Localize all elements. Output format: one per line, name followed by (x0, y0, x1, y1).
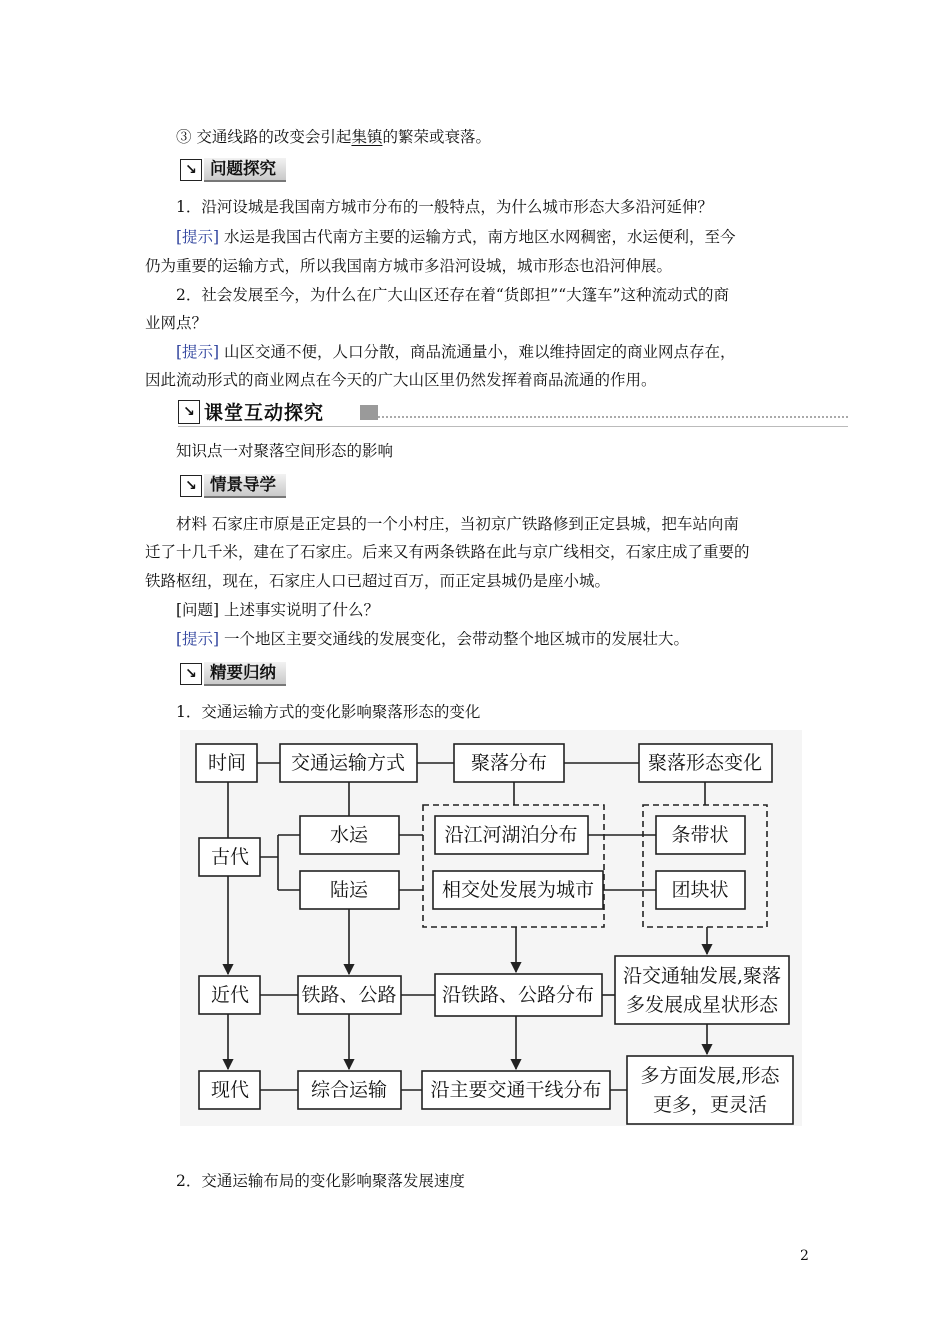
material-question: [问题] 上述事实说明了什么？ (176, 601, 380, 619)
node-along-main: 沿主要交通干线分布 (430, 1079, 602, 1101)
node-axis-line-2: 多发展成星状形态 (625, 994, 779, 1016)
underlined-term: 集镇 (351, 128, 383, 146)
material-line-3: 铁路枢纽，现在，石家庄人口已超过百万，而正定县城仍是座小城。 (145, 572, 611, 590)
material-answer: [提示] 一个地区主要交通线的发展变化，会带动整个地区城市的发展壮大。 (176, 630, 690, 648)
node-intersection: 相交处发展为城市 (441, 879, 595, 901)
node-land: 陆运 (329, 879, 369, 901)
node-block: 团块状 (671, 879, 729, 901)
node-along-rail-road: 沿铁路、公路分布 (441, 984, 595, 1006)
node-shape-change: 聚落形态变化 (647, 752, 763, 774)
arrow-icon: ↘ (178, 400, 200, 424)
node-river-lake: 沿江河湖泊分布 (444, 824, 578, 846)
section-badge-wenti: ↘ 问题探究 (180, 157, 286, 183)
section-badge-jingyao: ↘ 精要归纳 (180, 661, 286, 687)
question-1: 1．沿河设城是我国南方城市分布的一般特点，为什么城市形态大多沿河延伸？ (176, 198, 713, 216)
section-banner-ketang: ↘ 课堂互动探究 (178, 398, 848, 428)
page-number: 2 (800, 1248, 809, 1264)
summary-heading-2: 2．交通运输布局的变化影响聚落发展速度 (176, 1172, 465, 1190)
arrow-icon: ↘ (180, 475, 202, 497)
node-strip: 条带状 (671, 824, 729, 846)
node-rail-road: 铁路、公路 (301, 984, 397, 1006)
arrow-icon: ↘ (180, 663, 202, 685)
text-line: ③ 交通线路的改变会引起集镇的繁荣或衰落。 (176, 128, 491, 146)
knowledge-point: 知识点一对聚落空间形态的影响 (176, 442, 394, 460)
material-line-1: 材料 石家庄市原是正定县的一个小村庄，当初京广铁路修到正定县城，把车站向南 (176, 515, 739, 533)
question-2-line-1: 2．社会发展至今，为什么在广大山区还存在着“货郎担”“大篷车”这种流动式的商 (176, 286, 730, 304)
banner-bar (360, 405, 378, 420)
node-multi-line-2: 更多，更灵活 (652, 1094, 768, 1116)
node-water: 水运 (329, 824, 369, 846)
node-axis-line-1: 沿交通轴发展,聚落 (622, 965, 782, 987)
node-distribution: 聚落分布 (470, 752, 548, 774)
summary-heading-1: 1．交通运输方式的变化影响聚落形态的变化 (176, 703, 481, 721)
flow-diagram (180, 730, 802, 1126)
arrow-icon: ↘ (180, 159, 202, 181)
node-time: 时间 (207, 752, 247, 774)
node-mode: 交通运输方式 (290, 752, 406, 774)
node-integrated: 综合运输 (310, 1079, 388, 1101)
node-modern: 现代 (210, 1079, 250, 1101)
section-badge-qingjing: ↘ 情景导学 (180, 473, 286, 499)
answer-2-line-2: 因此流动形式的商业网点在今天的广大山区里仍然发挥着商品流通的作用。 (145, 371, 657, 389)
answer-1-line-2: 仍为重要的运输方式，所以我国南方城市多沿河设城，城市形态也沿河伸展。 (145, 257, 673, 275)
banner-underline (178, 426, 848, 427)
node-multi-line-1: 多方面发展,形态 (640, 1065, 780, 1087)
material-line-2: 迁了十几千米，建在了石家庄。后来又有两条铁路在此与京广线相交，石家庄成了重要的 (145, 543, 750, 561)
question-2-line-2: 业网点？ (145, 314, 208, 332)
node-near-modern: 近代 (210, 984, 250, 1006)
answer-1-line-1: [提示] 水运是我国古代南方主要的运输方式，南方地区水网稠密，水运便利，至今 (176, 228, 736, 246)
banner-dotted-rule (378, 416, 848, 418)
node-ancient: 古代 (210, 846, 250, 868)
answer-2-line-1: [提示] 山区交通不便，人口分散，商品流通量小，难以维持固定的商业网点存在， (176, 343, 736, 361)
